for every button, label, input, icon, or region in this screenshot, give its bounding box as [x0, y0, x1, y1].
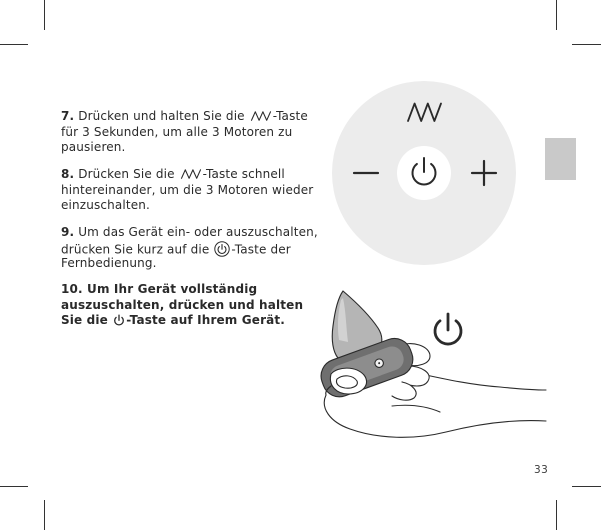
palm-crease: [392, 405, 440, 412]
step-line: auszuschalten, drücken und halten: [61, 297, 304, 312]
step-text: -Taste schnell: [202, 167, 285, 181]
step-number: 9.: [61, 225, 75, 239]
step-7: [61, 109, 308, 156]
step-text: drücken Sie kurz auf die: [61, 242, 214, 256]
section-tab: [545, 138, 576, 180]
step-number: 7.: [61, 109, 75, 123]
step-text: -Taste der: [231, 242, 291, 256]
step-line: [61, 241, 318, 257]
vibration-pattern-icon: [250, 111, 272, 121]
hand-upper-edge: [412, 372, 546, 390]
step-text: Drücken und halten Sie die: [78, 109, 249, 123]
step-line: [61, 282, 303, 298]
step-text: Sie die: [61, 313, 113, 327]
step-line: hintereinander, um die 3 Motoren wieder: [61, 182, 314, 197]
step-line: pausieren.: [61, 140, 126, 154]
step-line: [61, 109, 308, 125]
remote-control: [332, 81, 516, 265]
vibration-pattern-icon: [180, 169, 202, 179]
step-number: 8.: [61, 167, 75, 181]
power-icon: [435, 314, 461, 344]
step-line: einzuschalten.: [61, 198, 150, 212]
step-number: 10.: [61, 282, 83, 296]
thumb: [330, 368, 366, 394]
page-number: 33: [534, 464, 549, 476]
step-line: [61, 313, 303, 329]
step-8: [61, 167, 313, 214]
step-10: [61, 282, 303, 329]
power-button-icon: [214, 241, 230, 257]
power-icon: [113, 314, 125, 326]
hand-device-illustration: [316, 291, 546, 437]
step-text: -Taste auf Ihrem Gerät.: [126, 313, 285, 327]
step-text: -Taste: [272, 109, 308, 123]
step-text: Drücken Sie die: [78, 167, 179, 181]
step-9: [61, 225, 318, 272]
hand-lower-edge: [324, 395, 546, 437]
step-text: Um Ihr Gerät vollständig: [87, 282, 258, 296]
step-line: [61, 167, 313, 183]
step-line: für 3 Sekunden, um alle 3 Motoren zu: [61, 124, 293, 139]
step-text: Um das Gerät ein- oder auszuschalten,: [78, 225, 318, 239]
step-line: Fernbedienung.: [61, 256, 157, 270]
step-line: [61, 225, 318, 241]
